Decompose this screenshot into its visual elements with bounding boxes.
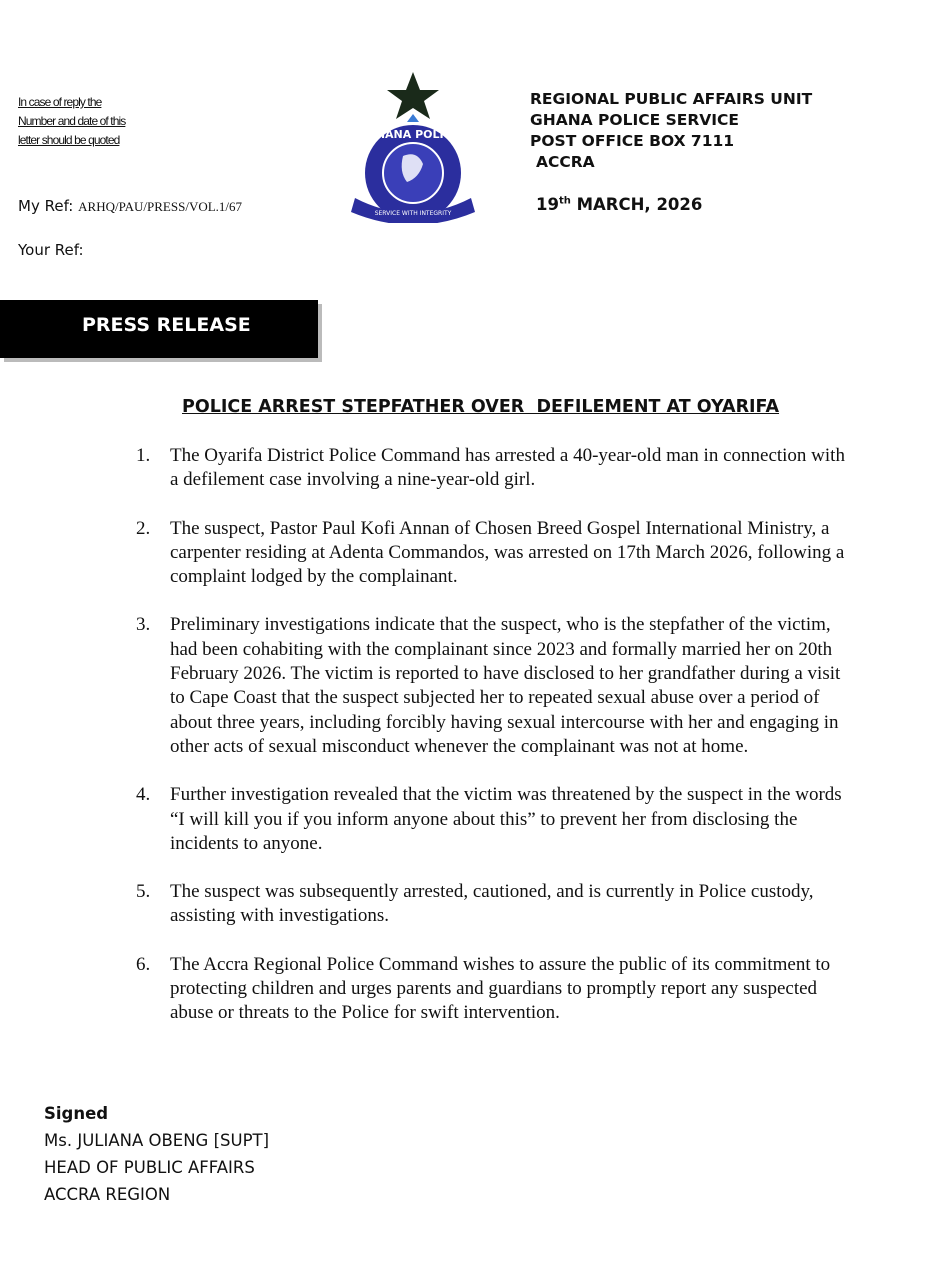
banner-text: PRESS RELEASE bbox=[82, 314, 251, 336]
your-ref: Your Ref: bbox=[18, 241, 84, 259]
reply-note-line: In case of reply the bbox=[18, 95, 102, 109]
svg-text:GHANA POLICE: GHANA POLICE bbox=[366, 128, 460, 141]
paragraph-number: 6. bbox=[136, 953, 151, 975]
paragraph-number: 3. bbox=[136, 614, 151, 636]
ghana-police-logo bbox=[345, 68, 490, 223]
my-ref-label: My Ref: bbox=[18, 197, 74, 215]
paragraph-text: Preliminary investigations indicate that the suspect, who is the stepfather of the victim, had been cohabiting with the complainant since 2023 and formally married her on 20th February 2026. The victim is reported to have disclosed to her grandfather during a visit to Cape Coast that the suspect subjected her to repeated sexual abuse over a period of about three years, including forcibly having sexual intercourse with her and engaging in other acts of sexual misconduct whenever the complainant was not at home. bbox=[170, 614, 841, 757]
paragraph-number: 1. bbox=[136, 445, 151, 466]
paragraph-text: The suspect, Pastor Paul Kofi Annan of Chosen Breed Gospel International Ministry, a carpenter residing at Adenta Commandos, was arrested on 17th March 2026, following a complaint lodged by the complainant. bbox=[170, 517, 845, 588]
paragraph-number: 5. bbox=[136, 881, 151, 903]
paragraph bbox=[136, 517, 846, 590]
address-line: GHANA POLICE SERVICE bbox=[530, 111, 740, 129]
address-line: POST OFFICE BOX 7111 bbox=[530, 132, 735, 150]
paragraph-list bbox=[136, 444, 846, 1050]
paragraph bbox=[136, 613, 846, 759]
address-line: REGIONAL PUBLIC AFFAIRS UNIT bbox=[530, 90, 813, 108]
reply-note-line: letter should be quoted bbox=[18, 133, 120, 147]
paragraph bbox=[136, 953, 846, 1026]
paragraph-text: Further investigation revealed that the victim was threatened by the suspect in the words “I will kill you if you inform anyone about this” to prevent her from disclosing the incidents to anyone. bbox=[170, 784, 842, 854]
paragraph bbox=[136, 880, 846, 929]
address-block bbox=[530, 89, 812, 173]
headline: POLICE ARREST STEPFATHER OVER DEFILEMENT AT OYARIFA bbox=[182, 397, 780, 417]
signatory-name: Ms. JULIANA OBENG [SUPT] bbox=[44, 1131, 270, 1150]
paragraph-text: The suspect was subsequently arrested, cautioned, and is currently in Police custody, assisting with investigations. bbox=[170, 881, 814, 927]
my-ref-value: ARHQ/PAU/PRESS/VOL.1/67 bbox=[78, 199, 243, 214]
reply-note bbox=[18, 93, 125, 150]
address-line: ACCRA bbox=[536, 153, 595, 171]
svg-text:SERVICE WITH INTEGRITY: SERVICE WITH INTEGRITY bbox=[374, 210, 452, 217]
paragraph-number: 4. bbox=[136, 784, 151, 806]
signatory-region: ACCRA REGION bbox=[44, 1185, 171, 1204]
paragraph-number: 2. bbox=[136, 517, 151, 539]
paragraph-text: The Oyarifa District Police Command has arrested a 40-year-old man in connection with a defilement case involving a nine-year-old girl. bbox=[170, 445, 845, 491]
my-ref bbox=[18, 197, 242, 215]
date-rest: MARCH, 2026 bbox=[570, 195, 703, 214]
signature-block bbox=[44, 1100, 269, 1208]
reply-note-line: Number and date of this bbox=[18, 114, 126, 128]
document-date bbox=[536, 195, 702, 214]
signed-label: Signed bbox=[44, 1104, 109, 1123]
date-suffix: th bbox=[558, 195, 571, 207]
paragraph bbox=[136, 783, 846, 856]
signatory-position: HEAD OF PUBLIC AFFAIRS bbox=[44, 1158, 255, 1177]
paragraph-text: The Accra Regional Police Command wishes to assure the public of its commitment to protecting children and urges parents and guardians to promptly report any suspected abuse or threats to the Police for swift intervention. bbox=[170, 953, 831, 1024]
paragraph bbox=[136, 444, 846, 493]
press-release-banner bbox=[0, 300, 318, 358]
date-day: 19 bbox=[536, 195, 559, 214]
